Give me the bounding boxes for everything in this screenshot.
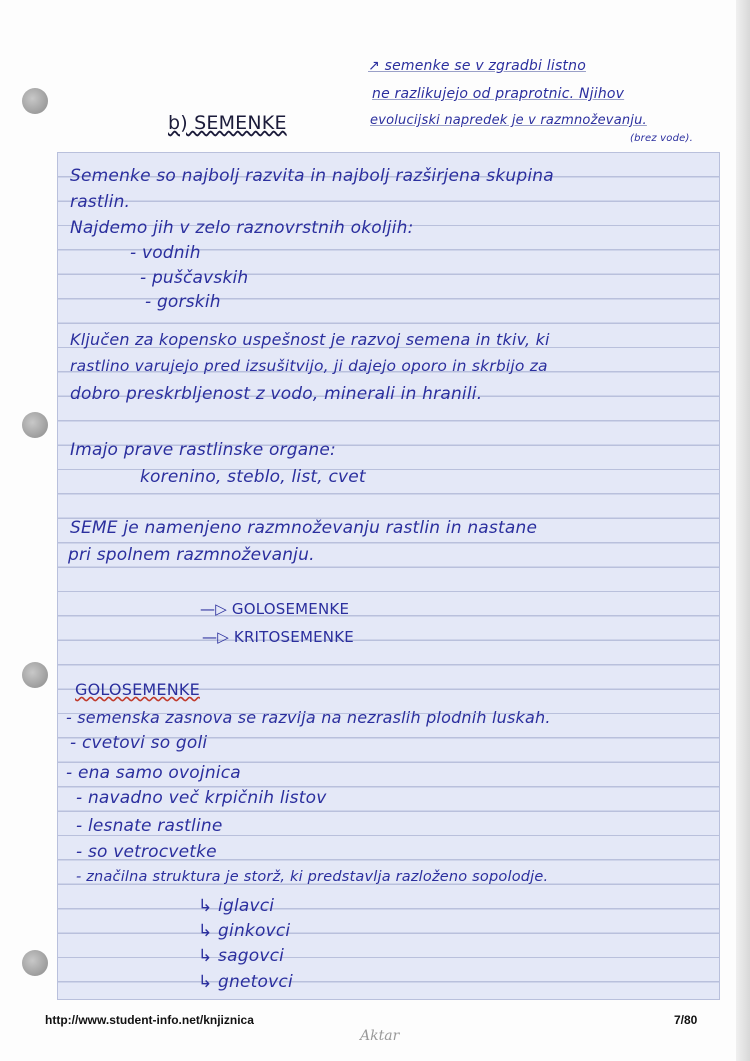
text-line: - puščavskih: [140, 268, 249, 288]
list-item: ↳ gnetovci: [198, 972, 293, 992]
list-item: - semenska zasnova se razvija na nezraslih plodnih luskah.: [66, 708, 551, 727]
punch-hole: [22, 88, 48, 114]
text-line: - gorskih: [145, 292, 221, 312]
signature: Aktar: [360, 1028, 400, 1044]
page-edge: [736, 0, 750, 1061]
text-line: dobro preskrbljenost z vodo, minerali in hranili.: [70, 384, 483, 404]
page-number: 7/80: [674, 1013, 698, 1027]
text-line: Imajo prave rastlinske organe:: [70, 440, 336, 460]
punch-hole: [22, 412, 48, 438]
list-item: - lesnate rastline: [76, 816, 223, 836]
text-line: korenino, steblo, list, cvet: [140, 467, 366, 487]
text-line: SEME je namenjeno razmnoževanju rastlin in nastane: [70, 518, 538, 538]
punch-hole: [22, 950, 48, 976]
list-item: - so vetrocvetke: [76, 842, 217, 862]
page-title: b) SEMENKE: [168, 112, 287, 134]
list-item: ↳ iglavci: [198, 896, 275, 916]
list-item: - ena samo ovojnica: [66, 763, 241, 783]
text-line: Najdemo jih v zelo raznovrstnih okoljih:: [70, 218, 414, 238]
list-item: - navadno več krpičnih listov: [76, 788, 327, 808]
text-line: rastlino varujejo pred izsušitvijo, ji dajejo oporo in skrbijo za: [70, 357, 548, 375]
text-line: Semenke so najbolj razvita in najbolj razširjena skupina: [70, 166, 554, 186]
note-line: evolucijski napredek je v razmnoževanju.: [370, 113, 647, 128]
list-item: - značilna struktura je storž, ki predstavlja razloženo sopolodje.: [76, 869, 549, 885]
note-line: ne razlikujejo od praprotnic. Njihov: [372, 86, 625, 102]
text-line: rastlin.: [70, 192, 131, 212]
list-item: ↳ sagovci: [198, 946, 285, 966]
section-heading: GOLOSEMENKE: [75, 680, 200, 699]
punch-hole: [22, 662, 48, 688]
note-line: ↗ semenke se v zgradbi listno: [368, 58, 586, 74]
list-item: ↳ ginkovci: [198, 921, 291, 941]
text-line: Ključen za kopensko uspešnost je razvoj semena in tkiv, ki: [70, 330, 550, 349]
text-line: - vodnih: [130, 243, 201, 263]
text-line: pri spolnem razmnoževanju.: [68, 545, 315, 565]
footer-url: http://www.student-info.net/knjiznica: [45, 1013, 254, 1027]
list-item: - cvetovi so goli: [70, 733, 208, 753]
note-line: (brez vode).: [630, 133, 693, 144]
text-line: —▷ GOLOSEMENKE: [200, 600, 350, 618]
text-line: —▷ KRITOSEMENKE: [202, 628, 354, 646]
